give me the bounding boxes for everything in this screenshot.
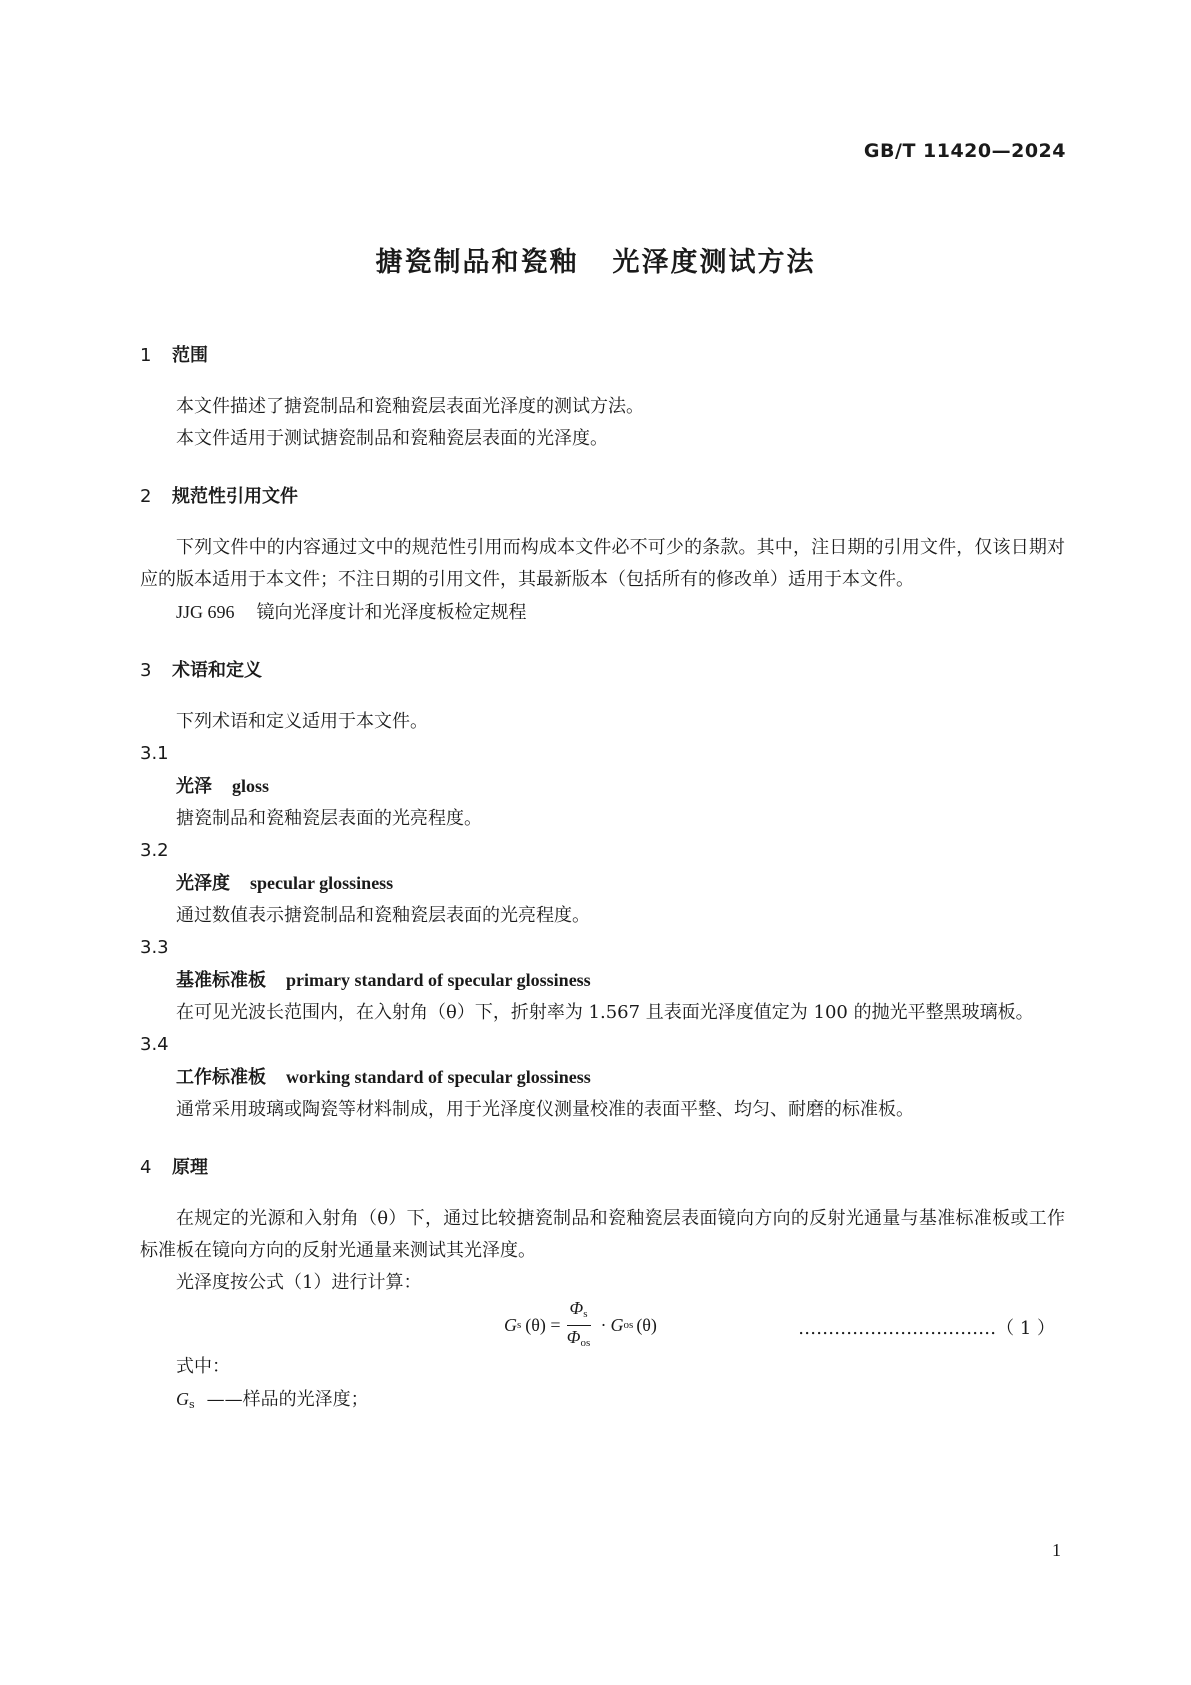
symbol-definition: $G_s$ ——样品的光泽度；: [176, 1389, 369, 1411]
document-body: [140, 340, 1065, 1421]
standard-number: GB/T 11420—2024: [863, 140, 1066, 162]
reference-item: JJG 696 镜向光泽度计和光泽度板检定规程: [176, 602, 527, 623]
formula-1: [140, 1299, 1065, 1351]
terms-intro: 下列术语和定义适用于本文件。: [176, 711, 428, 732]
scope-paragraph-2: 本文件适用于测试搪瓷制品和瓷釉瓷层表面的光泽度。: [176, 428, 608, 449]
equation-number: ……………………………（ 1 ）: [798, 1318, 1055, 1339]
principle-paragraph: 在规定的光源和入射角（θ）下，通过比较搪瓷制品和瓷釉瓷层表面镜向方向的反射光通量与基准标准板或工作标准板在镜向方向的反射光通量来测试其光泽度。: [140, 1208, 1065, 1261]
title-part1: 搪瓷制品和瓷釉: [375, 247, 579, 278]
normative-references-paragraph: 下列文件中的内容通过文中的规范性引用而构成本文件必不可少的条款。其中，注日期的引用文件，仅该日期对应的版本适用于本文件；不注日期的引用文件，其最新版本（包括所有的修改单）适用于本文件。: [140, 537, 1065, 590]
formula-intro: 光泽度按公式（1）进行计算：: [176, 1272, 422, 1293]
term-number: 3.4: [140, 1034, 169, 1055]
term-definition: 在可见光波长范围内，在入射角（θ）下，折射率为 1.567 且表面光泽度值定为 100 的抛光平整黑玻璃板。: [176, 1002, 1034, 1023]
term-definition: 搪瓷制品和瓷釉瓷层表面的光亮程度。: [176, 808, 482, 829]
formula-expression: G s (θ) = $\frac{\Phi_s}{\Phi_{os}}$ · G os (θ): [504, 1301, 657, 1349]
section-heading-4: 4 原理: [140, 1157, 208, 1178]
term-name: 光泽度 specular glossiness: [176, 873, 394, 894]
scope-paragraph-1: 本文件描述了搪瓷制品和瓷釉瓷层表面光泽度的测试方法。: [176, 396, 644, 417]
term-definition: 通过数值表示搪瓷制品和瓷釉瓷层表面的光亮程度。: [176, 905, 590, 926]
term-name: 光泽 gloss: [176, 776, 270, 797]
term-number: 3.1: [140, 743, 169, 764]
document-title: [0, 240, 1191, 279]
term-number: 3.3: [140, 937, 169, 958]
where-label: 式中：: [176, 1356, 230, 1377]
term-definition: 通常采用玻璃或陶瓷等材料制成，用于光泽度仪测量校准的表面平整、均匀、耐磨的标准板。: [176, 1099, 914, 1120]
section-heading-3: 3 术语和定义: [140, 660, 262, 681]
page-number: 1: [1052, 1540, 1061, 1560]
title-part2: 光泽度测试方法: [612, 247, 816, 278]
section-heading-2: 2 规范性引用文件: [140, 486, 298, 507]
term-name: 基准标准板 primary standard of specular glossiness: [176, 970, 591, 991]
section-heading-1: 1 范围: [140, 345, 208, 366]
term-name: 工作标准板 working standard of specular glossiness: [176, 1067, 591, 1088]
formula-fraction: $\frac{\Phi_s}{\Phi_{os}}$: [566, 1297, 591, 1349]
term-number: 3.2: [140, 840, 169, 861]
